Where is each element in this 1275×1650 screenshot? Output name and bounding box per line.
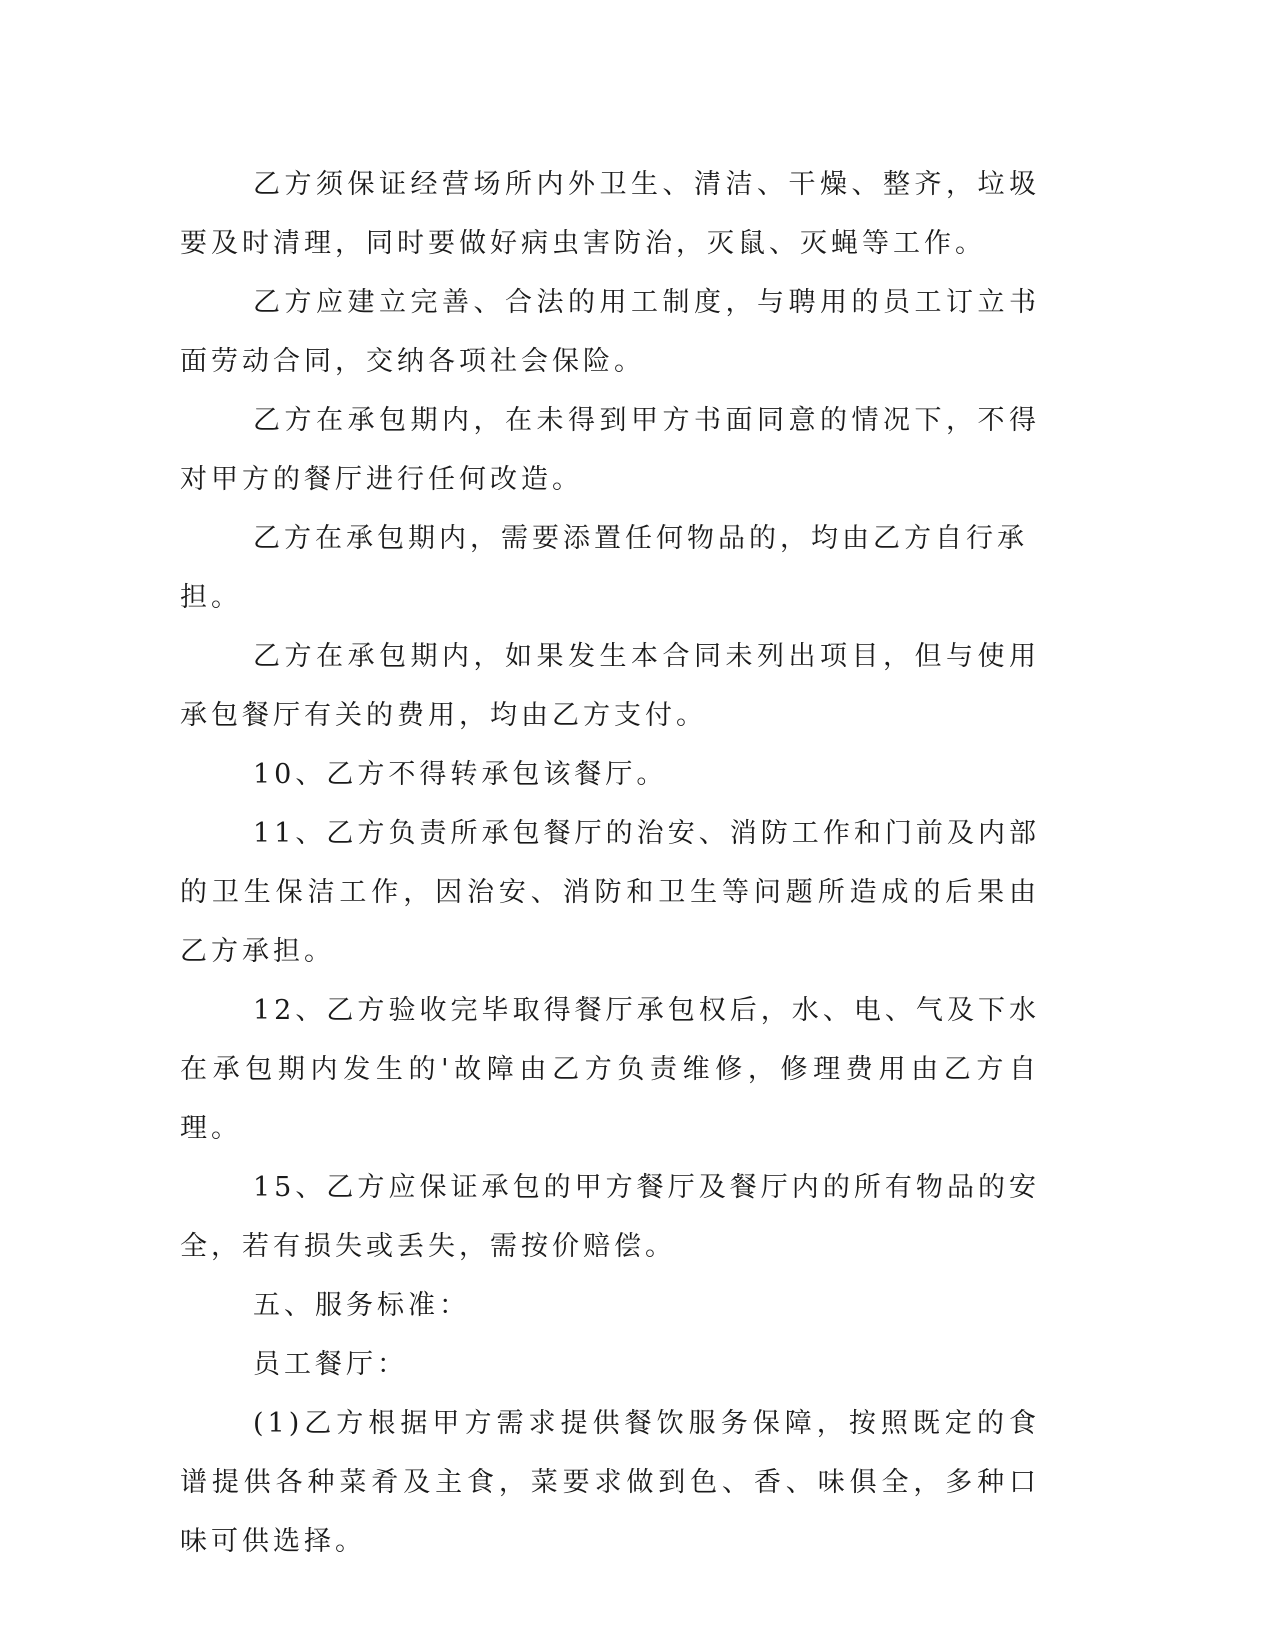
paragraph: 15、乙方应保证承包的甲方餐厅及餐厅内的所有物品的安全，若有损失或丢失，需按价赔偿。 — [180, 1172, 1040, 1262]
paragraph: 乙方在承包期内，如果发生本合同未列出项目，但与使用承包餐厅有关的费用，均由乙方支付。 — [180, 641, 1040, 731]
section-heading: 五、服务标准： — [253, 1290, 470, 1321]
paragraph: 乙方应建立完善、合法的用工制度，与聘用的员工订立书面劳动合同，交纳各项社会保险。 — [180, 287, 1040, 377]
paragraph: (1)乙方根据甲方需求提供餐饮服务保障，按照既定的食谱提供各种菜肴及主食，菜要求做到色、香、味俱全，多种口味可供选择。 — [180, 1408, 1040, 1557]
paragraph: 乙方在承包期内，需要添置任何物品的，均由乙方自行承担。 — [180, 523, 1028, 613]
paragraph: 10、乙方不得转承包该餐厅。 — [253, 759, 668, 790]
paragraph: 12、乙方验收完毕取得餐厅承包权后，水、电、气及下水在承包期内发生的'故障由乙方负责维修，修理费用由乙方自理。 — [180, 995, 1040, 1144]
document-page — [180, 155, 1040, 1571]
paragraph: 乙方在承包期内，在未得到甲方书面同意的情况下，不得对甲方的餐厅进行任何改造。 — [180, 405, 1040, 495]
subsection-heading: 员工餐厅： — [253, 1349, 408, 1380]
paragraph: 乙方须保证经营场所内外卫生、清洁、干燥、整齐，垃圾要及时清理，同时要做好病虫害防治，灭鼠、灭蝇等工作。 — [180, 169, 1040, 259]
paragraph: 11、乙方负责所承包餐厅的治安、消防工作和门前及内部的卫生保洁工作，因治安、消防和卫生等问题所造成的后果由乙方承担。 — [180, 818, 1040, 967]
